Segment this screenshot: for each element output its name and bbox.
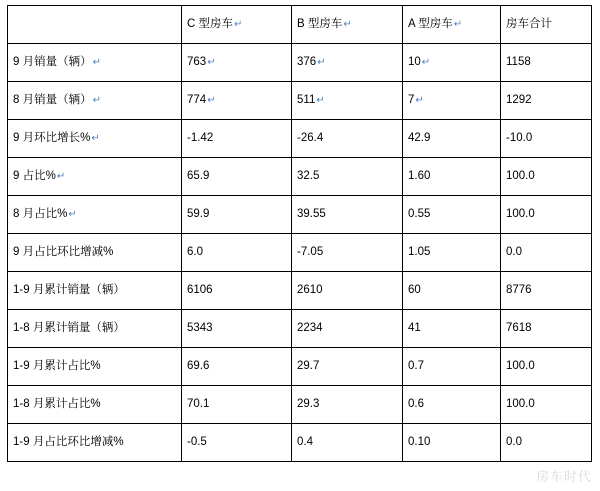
paragraph-mark-icon: ↵ xyxy=(92,56,101,68)
row-label-text: 1-8 月累计占比% xyxy=(13,397,101,410)
row-label-text: 9 占比% xyxy=(13,169,56,182)
data-cell-text: 7618 xyxy=(506,321,532,334)
table-row xyxy=(8,120,592,158)
data-cell xyxy=(182,348,292,386)
header-label-4: 房车合计 xyxy=(506,17,552,30)
data-cell xyxy=(403,44,501,82)
header-label-2: B 型房车 xyxy=(297,17,343,30)
data-cell xyxy=(292,386,403,424)
data-cell-text: 1158 xyxy=(506,55,531,68)
table-row xyxy=(8,234,592,272)
data-cell-text: -10.0 xyxy=(506,131,533,144)
table-row xyxy=(8,310,592,348)
data-cell-text: 0.6 xyxy=(408,397,424,410)
data-cell xyxy=(182,386,292,424)
rv-sales-table xyxy=(7,5,592,462)
data-cell-text: 100.0 xyxy=(506,169,535,182)
row-label xyxy=(8,44,182,82)
data-cell-text: -26.4 xyxy=(297,131,324,144)
table-row xyxy=(8,82,592,120)
data-cell xyxy=(182,196,292,234)
paragraph-mark-icon: ↵ xyxy=(316,94,325,106)
row-label xyxy=(8,234,182,272)
table-row xyxy=(8,44,592,82)
data-cell-text: -1.42 xyxy=(187,131,214,144)
data-cell-text: 1292 xyxy=(506,93,532,106)
data-cell xyxy=(501,272,592,310)
data-cell xyxy=(403,196,501,234)
data-cell-text: 763 xyxy=(187,55,207,68)
row-label-text: 1-9 月累计占比% xyxy=(13,359,101,372)
header-cell-a-type xyxy=(403,6,501,44)
data-cell xyxy=(182,82,292,120)
paragraph-mark-icon: ↵ xyxy=(207,94,216,106)
data-cell-text: 70.1 xyxy=(187,397,210,410)
data-cell-text: 100.0 xyxy=(506,359,535,372)
data-cell xyxy=(292,424,403,462)
data-cell xyxy=(182,44,292,82)
data-cell xyxy=(182,234,292,272)
table-row xyxy=(8,158,592,196)
header-cell-blank xyxy=(8,6,182,44)
data-cell-text: 0.0 xyxy=(506,245,522,258)
data-cell-text: 29.7 xyxy=(297,359,320,372)
paragraph-mark-icon: ↵ xyxy=(92,94,101,106)
paragraph-mark-icon: ↵ xyxy=(317,56,326,68)
paragraph-mark-icon: ↵ xyxy=(234,18,243,30)
data-cell xyxy=(403,386,501,424)
data-cell-text: 10 xyxy=(408,55,421,68)
data-cell xyxy=(292,310,403,348)
paragraph-mark-icon: ↵ xyxy=(68,208,77,220)
header-label-1: C 型房车 xyxy=(187,17,233,30)
data-cell-text: 100.0 xyxy=(506,207,535,220)
data-cell-text: -0.5 xyxy=(187,435,207,448)
table-row xyxy=(8,424,592,462)
data-cell xyxy=(292,348,403,386)
data-cell-text: 69.6 xyxy=(187,359,210,372)
data-cell-text: 0.4 xyxy=(297,435,313,448)
data-cell-text: -7.05 xyxy=(297,245,324,258)
data-cell xyxy=(501,310,592,348)
row-label xyxy=(8,386,182,424)
table-row xyxy=(8,196,592,234)
data-cell xyxy=(292,272,403,310)
data-cell xyxy=(501,158,592,196)
row-label-text: 8 月占比% xyxy=(13,207,68,220)
data-cell-text: 1.60 xyxy=(408,169,431,182)
row-label xyxy=(8,120,182,158)
data-cell xyxy=(292,234,403,272)
paragraph-mark-icon: ↵ xyxy=(91,132,100,144)
paragraph-mark-icon: ↵ xyxy=(421,56,431,68)
data-cell xyxy=(501,82,592,120)
table-row xyxy=(8,348,592,386)
data-cell xyxy=(182,120,292,158)
data-cell-text: 2234 xyxy=(297,321,323,334)
data-cell xyxy=(501,386,592,424)
row-label xyxy=(8,310,182,348)
paragraph-mark-icon: ↵ xyxy=(343,18,352,30)
paragraph-mark-icon: ↵ xyxy=(415,94,424,106)
row-label-text: 1-8 月累计销量（辆） xyxy=(13,321,125,334)
data-cell xyxy=(292,82,403,120)
row-label xyxy=(8,196,182,234)
row-label xyxy=(8,348,182,386)
data-cell xyxy=(403,234,501,272)
row-label-text: 8 月销量（辆） xyxy=(13,93,92,106)
data-cell xyxy=(403,348,501,386)
data-cell-text: 29.3 xyxy=(297,397,320,410)
data-cell xyxy=(182,310,292,348)
data-cell xyxy=(501,120,592,158)
data-cell-text: 59.9 xyxy=(187,207,210,220)
row-label-text: 1-9 月累计销量（辆） xyxy=(13,283,125,296)
header-label-3: A 型房车 xyxy=(408,17,453,30)
data-cell-text: 511 xyxy=(297,93,316,106)
table-row xyxy=(8,386,592,424)
header-cell-b-type xyxy=(292,6,403,44)
row-label xyxy=(8,272,182,310)
paragraph-mark-icon: ↵ xyxy=(453,18,463,30)
row-label xyxy=(8,82,182,120)
row-label-text: 9 月占比环比增减% xyxy=(13,245,114,258)
data-cell xyxy=(403,158,501,196)
data-cell-text: 8776 xyxy=(506,283,532,296)
data-cell-text: 0.55 xyxy=(408,207,431,220)
data-cell xyxy=(292,196,403,234)
paragraph-mark-icon: ↵ xyxy=(56,170,66,182)
data-cell-text: 774 xyxy=(187,93,207,106)
data-cell xyxy=(403,272,501,310)
data-cell-text: 39.55 xyxy=(297,207,326,220)
data-cell-text: 41 xyxy=(408,321,421,334)
data-cell xyxy=(182,158,292,196)
data-cell xyxy=(182,272,292,310)
data-cell-text: 100.0 xyxy=(506,397,535,410)
row-label-text: 9 月销量（辆） xyxy=(13,55,92,68)
data-cell xyxy=(501,424,592,462)
data-cell-text: 0.0 xyxy=(506,435,522,448)
data-cell xyxy=(292,44,403,82)
data-cell-text: 376 xyxy=(297,55,317,68)
paragraph-mark-icon: ↵ xyxy=(207,56,216,68)
data-cell xyxy=(501,44,592,82)
data-cell-text: 6106 xyxy=(187,283,213,296)
data-cell-text: 42.9 xyxy=(408,131,431,144)
row-label-text: 1-9 月占比环比增减% xyxy=(13,435,124,448)
data-cell-text: 32.5 xyxy=(297,169,320,182)
data-cell xyxy=(501,348,592,386)
table-header-row xyxy=(8,6,592,44)
watermark-text: 房车时代 xyxy=(535,469,592,484)
data-cell-text: 1.05 xyxy=(408,245,431,258)
data-cell xyxy=(501,234,592,272)
data-cell-text: 0.7 xyxy=(408,359,424,372)
table-row xyxy=(8,272,592,310)
data-cell xyxy=(182,424,292,462)
header-cell-c-type xyxy=(182,6,292,44)
data-cell-text: 65.9 xyxy=(187,169,210,182)
data-cell xyxy=(403,310,501,348)
data-cell xyxy=(403,424,501,462)
header-cell-total xyxy=(501,6,592,44)
data-cell xyxy=(403,120,501,158)
data-cell-text: 2610 xyxy=(297,283,323,296)
data-cell-text: 7 xyxy=(408,93,415,106)
row-label xyxy=(8,158,182,196)
data-cell xyxy=(403,82,501,120)
data-cell-text: 5343 xyxy=(187,321,213,334)
data-cell xyxy=(292,120,403,158)
data-cell-text: 60 xyxy=(408,283,421,296)
data-cell-text: 6.0 xyxy=(187,245,203,258)
data-cell xyxy=(501,196,592,234)
data-cell-text: 0.10 xyxy=(408,435,431,448)
row-label xyxy=(8,424,182,462)
data-cell xyxy=(292,158,403,196)
row-label-text: 9 月环比增长% xyxy=(13,131,91,144)
